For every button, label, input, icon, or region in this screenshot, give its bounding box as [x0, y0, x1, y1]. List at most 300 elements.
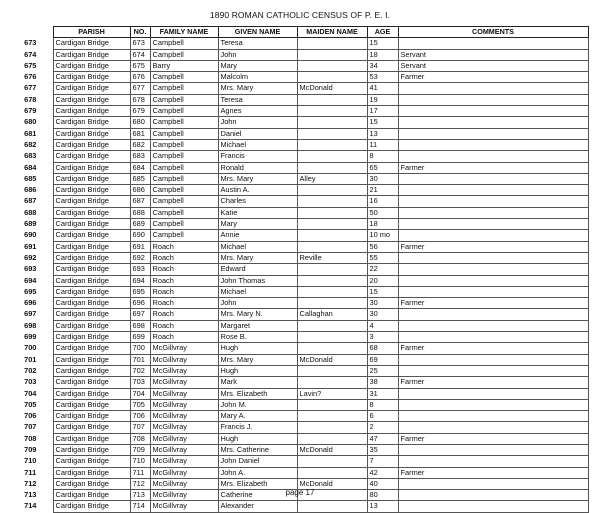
maiden-name-cell: Lavin? [297, 388, 367, 399]
age-cell: 8 [367, 151, 398, 162]
age-cell: 69 [367, 354, 398, 365]
no-cell: 703 [130, 377, 150, 388]
row-number: 695 [24, 286, 37, 296]
no-cell: 681 [130, 128, 150, 139]
row-number: 713 [24, 490, 37, 500]
given-name-cell: John Daniel [218, 456, 297, 467]
comments-cell: Servant [398, 60, 588, 71]
table-row [8, 162, 588, 173]
no-cell: 693 [130, 264, 150, 275]
given-name-cell: Michael [218, 286, 297, 297]
table-row [8, 252, 588, 263]
maiden-name-cell [297, 332, 367, 343]
age-cell: 18 [367, 49, 398, 60]
table-row [8, 117, 588, 128]
table-row [8, 207, 588, 218]
given-name-cell: Mrs. Mary [218, 173, 297, 184]
age-cell: 68 [367, 343, 398, 354]
table-row [8, 309, 588, 320]
no-cell: 700 [130, 343, 150, 354]
row-number: 674 [24, 49, 37, 59]
maiden-name-cell [297, 365, 367, 376]
given-name-cell: Catherine [218, 490, 297, 501]
no-cell: 677 [130, 83, 150, 94]
age-cell: 11 [367, 139, 398, 150]
table-row [8, 72, 588, 83]
comments-cell [398, 151, 588, 162]
parish-cell: Cardigan Bridge [53, 377, 130, 388]
given-name-cell: Margaret [218, 320, 297, 331]
table-row [8, 286, 588, 297]
comments-cell [398, 106, 588, 117]
age-cell: 18 [367, 219, 398, 230]
family-name-header: FAMILY NAME [150, 27, 218, 38]
given-name-cell: Mrs. Elizabeth [218, 478, 297, 489]
no-cell: 710 [130, 456, 150, 467]
maiden-name-cell [297, 196, 367, 207]
table-row [8, 106, 588, 117]
no-header: NO. [130, 27, 150, 38]
family-name-cell: Campbell [150, 139, 218, 150]
parish-cell: Cardigan Bridge [53, 478, 130, 489]
family-name-cell: Campbell [150, 72, 218, 83]
family-name-cell: Campbell [150, 173, 218, 184]
family-name-cell: Campbell [150, 106, 218, 117]
no-cell: 687 [130, 196, 150, 207]
table-row [8, 275, 588, 286]
table-row [8, 320, 588, 331]
age-cell: 8 [367, 399, 398, 410]
maiden-name-cell [297, 38, 367, 49]
family-name-cell: Campbell [150, 196, 218, 207]
no-cell: 674 [130, 49, 150, 60]
family-name-cell: Campbell [150, 38, 218, 49]
maiden-name-cell [297, 377, 367, 388]
table-row [8, 264, 588, 275]
maiden-name-cell [297, 207, 367, 218]
comments-cell [398, 332, 588, 343]
comments-cell [398, 388, 588, 399]
parish-cell: Cardigan Bridge [53, 332, 130, 343]
comments-cell [398, 354, 588, 365]
given-name-cell: Mrs. Elizabeth [218, 388, 297, 399]
maiden-name-cell [297, 117, 367, 128]
comments-cell [398, 456, 588, 467]
maiden-name-cell [297, 411, 367, 422]
table-row [8, 377, 588, 388]
row-number: 699 [24, 332, 37, 342]
no-cell: 678 [130, 94, 150, 105]
family-name-cell: McGillvray [150, 478, 218, 489]
no-cell: 689 [130, 219, 150, 230]
family-name-cell: Campbell [150, 94, 218, 105]
table-row [8, 332, 588, 343]
parish-cell: Cardigan Bridge [53, 490, 130, 501]
age-cell: 6 [367, 411, 398, 422]
age-cell: 30 [367, 309, 398, 320]
table-row [8, 456, 588, 467]
comments-cell [398, 83, 588, 94]
no-cell: 708 [130, 433, 150, 444]
given-name-cell: Rose B. [218, 332, 297, 343]
maiden-name-cell [297, 151, 367, 162]
no-cell: 682 [130, 139, 150, 150]
parish-cell: Cardigan Bridge [53, 139, 130, 150]
row-number: 710 [24, 456, 37, 466]
comments-cell: Farmer [398, 433, 588, 444]
comments-cell [398, 264, 588, 275]
age-cell: 15 [367, 117, 398, 128]
comments-cell [398, 185, 588, 196]
given-name-cell: Mary A. [218, 411, 297, 422]
row-number: 700 [24, 343, 37, 353]
maiden-name-cell [297, 139, 367, 150]
parish-cell: Cardigan Bridge [53, 309, 130, 320]
given-name-cell: Teresa [218, 38, 297, 49]
row-number: 705 [24, 399, 37, 409]
no-cell: 690 [130, 230, 150, 241]
table-row [8, 399, 588, 410]
table-row [8, 365, 588, 376]
given-name-cell: Hugh [218, 365, 297, 376]
parish-cell: Cardigan Bridge [53, 399, 130, 410]
age-cell: 7 [367, 456, 398, 467]
age-cell: 17 [367, 106, 398, 117]
family-name-cell: McGillvray [150, 422, 218, 433]
age-cell: 38 [367, 377, 398, 388]
comments-cell [398, 230, 588, 241]
family-name-cell: Roach [150, 298, 218, 309]
no-cell: 692 [130, 252, 150, 263]
table-row [8, 139, 588, 150]
no-cell: 698 [130, 320, 150, 331]
table-row [8, 185, 588, 196]
given-name-cell: Mary [218, 219, 297, 230]
given-name-cell: Edward [218, 264, 297, 275]
comments-cell: Farmer [398, 241, 588, 252]
comments-cell: Farmer [398, 298, 588, 309]
no-cell: 699 [130, 332, 150, 343]
family-name-cell: McGillvray [150, 388, 218, 399]
no-cell: 695 [130, 286, 150, 297]
row-number: 677 [24, 83, 37, 93]
no-cell: 675 [130, 60, 150, 71]
family-name-cell: McGillvray [150, 399, 218, 410]
maiden-name-cell: McDonald [297, 83, 367, 94]
census-body [8, 38, 588, 512]
document-title: 1890 ROMAN CATHOLIC CENSUS OF P. E. I. [209, 10, 391, 20]
maiden-name-header: MAIDEN NAME [297, 27, 367, 38]
age-cell: 53 [367, 72, 398, 83]
no-cell: 683 [130, 151, 150, 162]
header-row [8, 27, 588, 38]
given-name-cell: Hugh [218, 343, 297, 354]
family-name-cell: Roach [150, 241, 218, 252]
table-row [8, 388, 588, 399]
age-cell: 13 [367, 128, 398, 139]
given-name-cell: Mark [218, 377, 297, 388]
maiden-name-cell: Callaghan [297, 309, 367, 320]
given-name-cell: Agnes [218, 106, 297, 117]
row-number: 692 [24, 252, 37, 262]
comments-cell: Farmer [398, 72, 588, 83]
given-name-cell: Hugh [218, 433, 297, 444]
page-number: page 17 [285, 488, 315, 497]
table-row [8, 422, 588, 433]
comments-cell [398, 320, 588, 331]
given-name-cell: Mrs. Catherine [218, 444, 297, 455]
parish-cell: Cardigan Bridge [53, 264, 130, 275]
no-cell: 684 [130, 162, 150, 173]
no-cell: 713 [130, 490, 150, 501]
given-name-cell: Daniel [218, 128, 297, 139]
maiden-name-cell: McDonald [297, 354, 367, 365]
no-cell: 676 [130, 72, 150, 83]
no-cell: 696 [130, 298, 150, 309]
age-cell: 30 [367, 173, 398, 184]
no-cell: 685 [130, 173, 150, 184]
maiden-name-cell [297, 106, 367, 117]
age-cell: 40 [367, 478, 398, 489]
family-name-cell: Campbell [150, 151, 218, 162]
family-name-cell: Campbell [150, 207, 218, 218]
no-cell: 697 [130, 309, 150, 320]
comments-cell: Farmer [398, 377, 588, 388]
age-cell: 22 [367, 264, 398, 275]
row-number: 682 [24, 139, 37, 149]
family-name-cell: Campbell [150, 128, 218, 139]
parish-cell: Cardigan Bridge [53, 298, 130, 309]
table-row [8, 219, 588, 230]
family-name-cell: McGillvray [150, 501, 218, 512]
age-cell: 35 [367, 444, 398, 455]
no-cell: 688 [130, 207, 150, 218]
maiden-name-cell [297, 399, 367, 410]
age-cell: 55 [367, 252, 398, 263]
given-name-cell: Mrs. Mary [218, 83, 297, 94]
age-cell: 20 [367, 275, 398, 286]
parish-cell: Cardigan Bridge [53, 207, 130, 218]
comments-cell [398, 399, 588, 410]
comments-cell: Farmer [398, 467, 588, 478]
row-number: 683 [24, 151, 37, 161]
family-name-cell: McGillvray [150, 365, 218, 376]
row-number: 685 [24, 173, 37, 183]
family-name-cell: McGillvray [150, 354, 218, 365]
family-name-cell: Roach [150, 286, 218, 297]
comments-cell [398, 117, 588, 128]
row-number: 701 [24, 354, 37, 364]
table-row [8, 60, 588, 71]
parish-cell: Cardigan Bridge [53, 117, 130, 128]
row-number: 703 [24, 377, 37, 387]
parish-cell: Cardigan Bridge [53, 275, 130, 286]
row-number: 704 [24, 388, 37, 398]
parish-cell: Cardigan Bridge [53, 467, 130, 478]
given-name-cell: John Thomas [218, 275, 297, 286]
no-cell: 706 [130, 411, 150, 422]
comments-cell [398, 38, 588, 49]
age-cell: 3 [367, 332, 398, 343]
age-cell: 50 [367, 207, 398, 218]
family-name-cell: Campbell [150, 230, 218, 241]
family-name-cell: Barry [150, 60, 218, 71]
no-cell: 680 [130, 117, 150, 128]
comments-cell [398, 275, 588, 286]
parish-cell: Cardigan Bridge [53, 128, 130, 139]
parish-cell: Cardigan Bridge [53, 83, 130, 94]
parish-cell: Cardigan Bridge [53, 49, 130, 60]
comments-cell [398, 128, 588, 139]
comments-cell [398, 94, 588, 105]
table-row [8, 49, 588, 60]
no-cell: 694 [130, 275, 150, 286]
no-cell: 673 [130, 38, 150, 49]
given-name-cell: John [218, 117, 297, 128]
row-number: 709 [24, 444, 37, 454]
maiden-name-cell [297, 422, 367, 433]
table-row [8, 173, 588, 184]
given-name-cell: Francis [218, 151, 297, 162]
parish-cell: Cardigan Bridge [53, 60, 130, 71]
row-number: 690 [24, 230, 37, 240]
table-row [8, 128, 588, 139]
family-name-cell: McGillvray [150, 490, 218, 501]
family-name-cell: Campbell [150, 185, 218, 196]
no-cell: 691 [130, 241, 150, 252]
maiden-name-cell: McDonald [297, 478, 367, 489]
given-name-cell: Katie [218, 207, 297, 218]
row-number: 702 [24, 365, 37, 375]
comments-cell: Farmer [398, 162, 588, 173]
parish-cell: Cardigan Bridge [53, 456, 130, 467]
parish-cell: Cardigan Bridge [53, 196, 130, 207]
table-row [8, 151, 588, 162]
no-cell: 707 [130, 422, 150, 433]
family-name-cell: Campbell [150, 219, 218, 230]
maiden-name-cell [297, 219, 367, 230]
parish-cell: Cardigan Bridge [53, 354, 130, 365]
maiden-name-cell [297, 275, 367, 286]
no-cell: 686 [130, 185, 150, 196]
parish-cell: Cardigan Bridge [53, 241, 130, 252]
comments-cell [398, 309, 588, 320]
row-number: 714 [24, 501, 37, 511]
row-number: 698 [24, 320, 37, 330]
maiden-name-cell [297, 298, 367, 309]
age-cell: 16 [367, 196, 398, 207]
no-cell: 712 [130, 478, 150, 489]
given-name-cell: Francis J. [218, 422, 297, 433]
row-number: 707 [24, 422, 37, 432]
maiden-name-cell [297, 456, 367, 467]
row-number: 686 [24, 185, 37, 195]
given-name-cell: Mary [218, 60, 297, 71]
row-number: 689 [24, 219, 37, 229]
given-name-cell: John [218, 298, 297, 309]
comments-cell [398, 219, 588, 230]
family-name-cell: Campbell [150, 83, 218, 94]
table-row [8, 343, 588, 354]
given-name-cell: John A. [218, 467, 297, 478]
family-name-cell: McGillvray [150, 444, 218, 455]
given-name-cell: John M. [218, 399, 297, 410]
maiden-name-cell [297, 286, 367, 297]
row-number: 673 [24, 38, 37, 48]
comments-cell [398, 365, 588, 376]
family-name-cell: McGillvray [150, 343, 218, 354]
parish-cell: Cardigan Bridge [53, 411, 130, 422]
maiden-name-cell [297, 467, 367, 478]
maiden-name-cell: Alley [297, 173, 367, 184]
row-number: 691 [24, 241, 37, 251]
age-cell: 13 [367, 501, 398, 512]
row-number: 693 [24, 264, 37, 274]
parish-cell: Cardigan Bridge [53, 173, 130, 184]
no-cell: 704 [130, 388, 150, 399]
table-row [8, 38, 588, 49]
row-number: 688 [24, 207, 37, 217]
parish-cell: Cardigan Bridge [53, 365, 130, 376]
comments-cell: Farmer [398, 343, 588, 354]
age-cell: 42 [367, 467, 398, 478]
no-cell: 709 [130, 444, 150, 455]
given-name-cell: Malcolm [218, 72, 297, 83]
no-cell: 679 [130, 106, 150, 117]
no-cell: 711 [130, 467, 150, 478]
parish-cell: Cardigan Bridge [53, 106, 130, 117]
age-cell: 80 [367, 490, 398, 501]
row-number: 711 [24, 467, 37, 477]
family-name-cell: Campbell [150, 49, 218, 60]
table-row [8, 467, 588, 478]
row-number: 679 [24, 106, 37, 116]
parish-cell: Cardigan Bridge [53, 72, 130, 83]
comments-cell [398, 444, 588, 455]
parish-cell: Cardigan Bridge [53, 252, 130, 263]
family-name-cell: McGillvray [150, 411, 218, 422]
comments-cell [398, 139, 588, 150]
maiden-name-cell [297, 72, 367, 83]
comments-cell [398, 173, 588, 184]
given-name-cell: John [218, 49, 297, 60]
age-cell: 47 [367, 433, 398, 444]
age-header: AGE [367, 27, 398, 38]
parish-cell: Cardigan Bridge [53, 388, 130, 399]
parish-cell: Cardigan Bridge [53, 444, 130, 455]
family-name-cell: Campbell [150, 162, 218, 173]
table-row [8, 83, 588, 94]
maiden-name-cell [297, 264, 367, 275]
row-number: 712 [24, 478, 37, 488]
given-name-cell: Teresa [218, 94, 297, 105]
row-number: 697 [24, 309, 37, 319]
parish-cell: Cardigan Bridge [53, 286, 130, 297]
family-name-cell: Campbell [150, 117, 218, 128]
no-cell: 701 [130, 354, 150, 365]
no-cell: 705 [130, 399, 150, 410]
comments-cell [398, 286, 588, 297]
row-number: 684 [24, 162, 37, 172]
comments-cell [398, 196, 588, 207]
maiden-name-cell [297, 433, 367, 444]
age-cell: 15 [367, 38, 398, 49]
age-cell: 2 [367, 422, 398, 433]
table-row [8, 444, 588, 455]
row-number: 708 [24, 433, 37, 443]
maiden-name-cell [297, 241, 367, 252]
table-row [8, 230, 588, 241]
